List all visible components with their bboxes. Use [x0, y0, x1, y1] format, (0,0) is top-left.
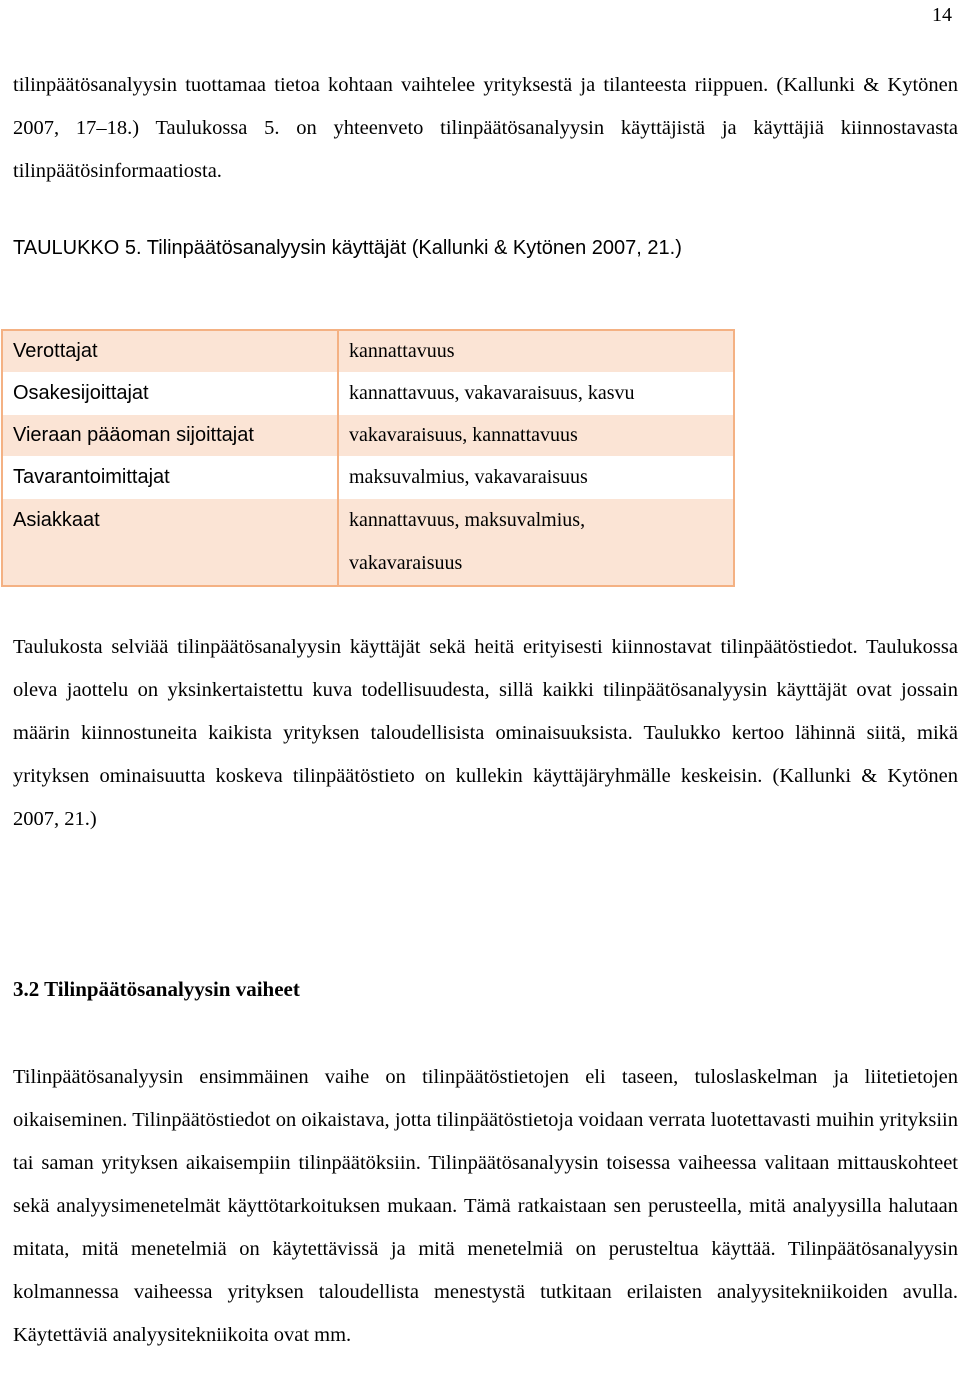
intro-paragraph: tilinpäätösanalyysin tuottamaa tietoa kohtaan vaihtelee yrityksestä ja tilanteesta riippuen. (Kallunki & Kytönen 2007, 17–18.) Taulukossa 5. on yhteenveto tilinpäätösanalyysin käyttäjistä ja käyttäjiä kiinnostavasta tilinpäätösinformaatiosta. — [13, 74, 958, 182]
table-cell-user: Tavarantoimittajat — [2, 457, 338, 499]
after-table-paragraph: Taulukosta selviää tilinpäätösanalyysin käyttäjät sekä heitä erityisesti kiinnostavat tilinpäätöstiedot. Taulukossa oleva jaottelu on yksinkertaistettu kuva todellisuudesta, sillä kaikki tilinpäätösanalyysin käyttäjät ovat jossain määrin kiinnostuneita kaikista yrityksen taloudellisista ominaisuuksista. Taulukko kertoo lähinnä siitä, mikä yrityksen ominaisuutta koskeva tilinpäätöstieto on kullekin käyttäjäryhmälle keskeisin. (Kallunki & Kytönen 2007, 21.) — [13, 636, 958, 830]
table-row — [2, 330, 734, 373]
table-cell-interest: maksuvalmius, vakavaraisuus — [338, 457, 734, 499]
table-cell-user: Osakesijoittajat — [2, 373, 338, 415]
table-cell-user: Verottajat — [2, 330, 338, 373]
section-heading: 3.2 Tilinpäätösanalyysin vaiheet — [13, 977, 300, 1001]
table-row — [2, 499, 734, 587]
table-cell-interest: vakavaraisuus, kannattavuus — [338, 415, 734, 457]
table-cell-user: Vieraan pääoman sijoittajat — [2, 415, 338, 457]
table-row — [2, 373, 734, 415]
table-cell-interest: kannattavuus — [338, 330, 734, 373]
table-cell-interest: kannattavuus, maksuvalmius, vakavaraisuus — [338, 499, 734, 587]
table-row — [2, 457, 734, 499]
page-number: 14 — [932, 4, 952, 26]
table-row — [2, 415, 734, 457]
table-cell-interest: kannattavuus, vakavaraisuus, kasvu — [338, 373, 734, 415]
table-cell-user: Asiakkaat — [2, 499, 338, 587]
users-table — [1, 329, 735, 587]
table-caption: TAULUKKO 5. Tilinpäätösanalyysin käyttäjät (Kallunki & Kytönen 2007, 21.) — [13, 237, 682, 259]
section-paragraph: Tilinpäätösanalyysin ensimmäinen vaihe on tilinpäätöstietojen eli taseen, tuloslaskelman ja liitetietojen oikaiseminen. Tilinpäätöstiedot on oikaistava, jotta tilinpäätöstietoja voidaan verrata luotettavasti muihin yrityksiin tai saman yrityksen aikaisempiin tilinpäätöksiin. Tilinpäätösanalyysin toisessa vaiheessa valitaan mittauskohteet sekä analyysimenetelmät käyttötarkoituksen mukaan. Tämä ratkaistaan sen perusteella, mitä analyysilla halutaan mitata, mitä menetelmiä on käytettävissä ja mitä menetelmiä on perusteltua käyttää. Tilinpäätösanalyysin kolmannessa vaiheessa yrityksen taloudellista menestystä tutkitaan erilaisten analyysitekniikoiden avulla. Käytettäviä analyysitekniikoita ovat mm. — [13, 1066, 958, 1346]
